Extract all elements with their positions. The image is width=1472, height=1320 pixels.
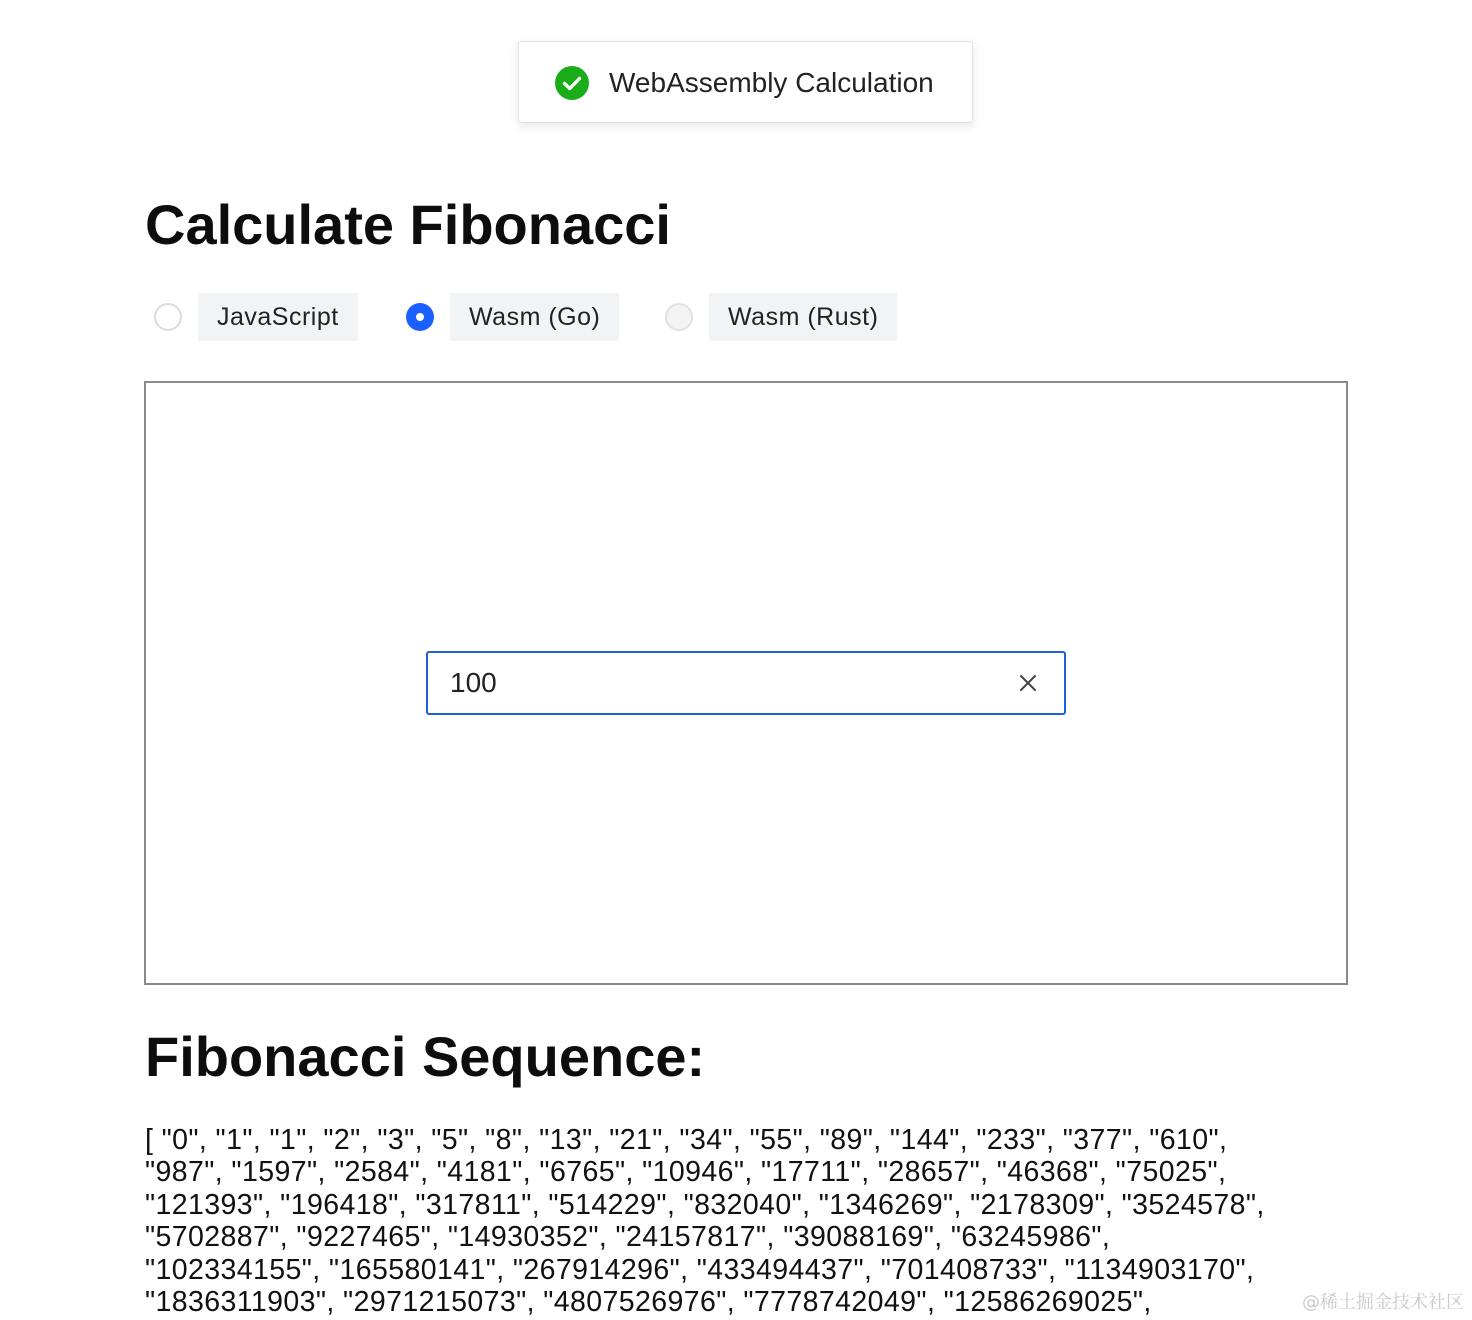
input-panel [144,381,1348,985]
sequence-line: [ "0", "1", "1", "2", "3", "5", "8", "13", "21", "34", "55", "89", "144", "233", "377", "610", [145,1124,1228,1156]
page-title: Calculate Fibonacci [145,193,671,256]
success-toast [518,41,973,123]
sequence-title: Fibonacci Sequence: [145,1025,706,1088]
fibonacci-count-field[interactable] [426,651,1066,715]
radio-button-javascript[interactable] [154,303,182,331]
toast-message: WebAssembly Calculation [609,67,934,98]
radio-button-wasm-rust [665,303,693,331]
close-icon[interactable] [1018,673,1038,693]
sequence-line: "5702887", "9227465", "14930352", "24157817", "39088169", "63245986", [145,1221,1111,1254]
sequence-output [145,1124,1295,1318]
radio-button-wasm-go[interactable] [406,303,434,331]
sequence-line: "121393", "196418", "317811", "514229", "832040", "1346269", "2178309", "3524578", [145,1188,1265,1221]
radio-label-wasm-rust: Wasm (Rust) [709,293,897,341]
radio-label-wasm-go[interactable]: Wasm (Go) [450,293,619,341]
sequence-line: "1836311903", "2971215073", "4807526976", "7778742049", "12586269025", [145,1286,1152,1319]
watermark: @稀土掘金技术社区 [1302,1292,1464,1313]
check-circle-icon [555,66,589,100]
fibonacci-count-input[interactable] [450,661,990,705]
radio-label-javascript[interactable]: JavaScript [198,293,358,341]
sequence-line: "987", "1597", "2584", "4181", "6765", "10946", "17711", "28657", "46368", "75025", [145,1156,1227,1189]
sequence-line: "102334155", "165580141", "267914296", "433494437", "701408733", "1134903170", [145,1253,1255,1286]
